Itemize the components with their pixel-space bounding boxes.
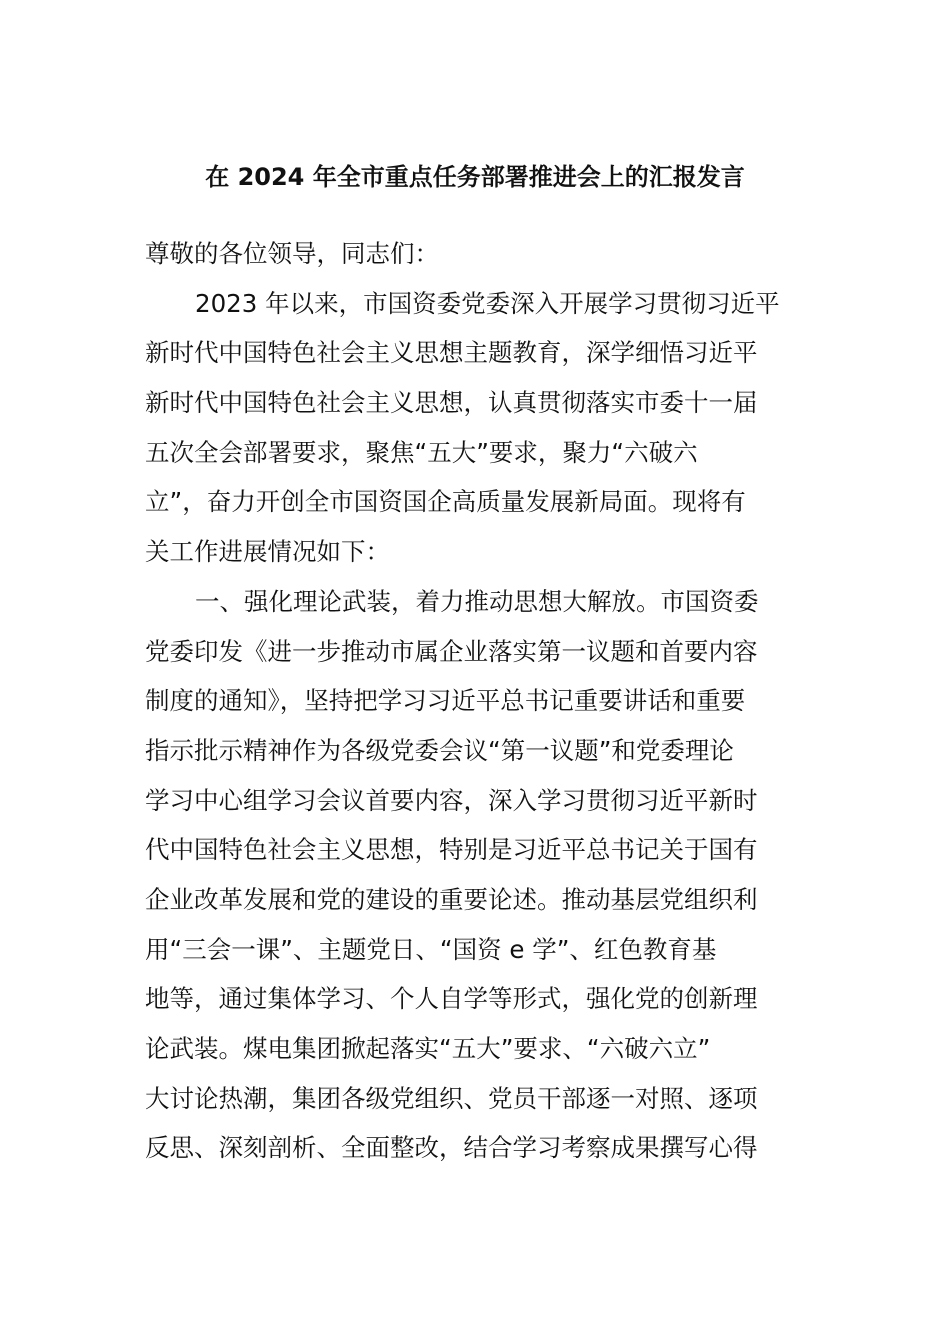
document-body [145, 229, 825, 1173]
body-line: 反思、深刻剖析、全面整改，结合学习考察成果撰写心得 [145, 1133, 758, 1163]
body-line: 企业改革发展和党的建设的重要论述。推动基层党组织利 [145, 884, 758, 914]
body-line: 用“三会一课”、主题党日、“国资 e 学”、红色教育基 [145, 934, 717, 964]
body-line: 一、强化理论武装，着力推动思想大解放。市国资委 [195, 586, 759, 616]
body-line: 制度的通知》，坚持把学习习近平总书记重要讲话和重要 [145, 686, 746, 716]
body-line: 新时代中国特色社会主义思想，认真贯彻落实市委十一届 [145, 388, 758, 418]
body-line: 立”，奋力开创全市国资国企高质量发展新局面。现将有 [145, 487, 746, 517]
body-line: 地等，通过集体学习、个人自学等形式，强化党的创新理 [145, 984, 758, 1014]
body-line: 代中国特色社会主义思想，特别是习近平总书记关于国有 [145, 835, 758, 865]
body-line: 2023 年以来，市国资委党委深入开展学习贯彻习近平 [195, 288, 780, 318]
body-line: 学习中心组学习会议首要内容，深入学习贯彻习近平新时 [145, 785, 758, 815]
body-line: 指示批示精神作为各级党委会议“第一议题”和党委理论 [145, 735, 734, 765]
body-line: 论武装。煤电集团掀起落实“五大”要求、“六破六立” [145, 1034, 711, 1063]
body-line: 尊敬的各位领导，同志们： [145, 239, 439, 268]
body-line: 大讨论热潮，集团各级党组织、党员干部逐一对照、逐项 [145, 1083, 758, 1113]
body-line: 党委印发《进一步推动市属企业落实第一议题和首要内容 [145, 636, 758, 666]
body-line: 五次全会部署要求，聚焦“五大”要求，聚力“六破六 [145, 437, 698, 467]
body-line: 新时代中国特色社会主义思想主题教育，深学细悟习近平 [145, 338, 758, 368]
document-title: 在 2024 年全市重点任务部署推进会上的汇报发言 [205, 163, 745, 191]
body-line: 关工作进展情况如下： [145, 537, 390, 567]
